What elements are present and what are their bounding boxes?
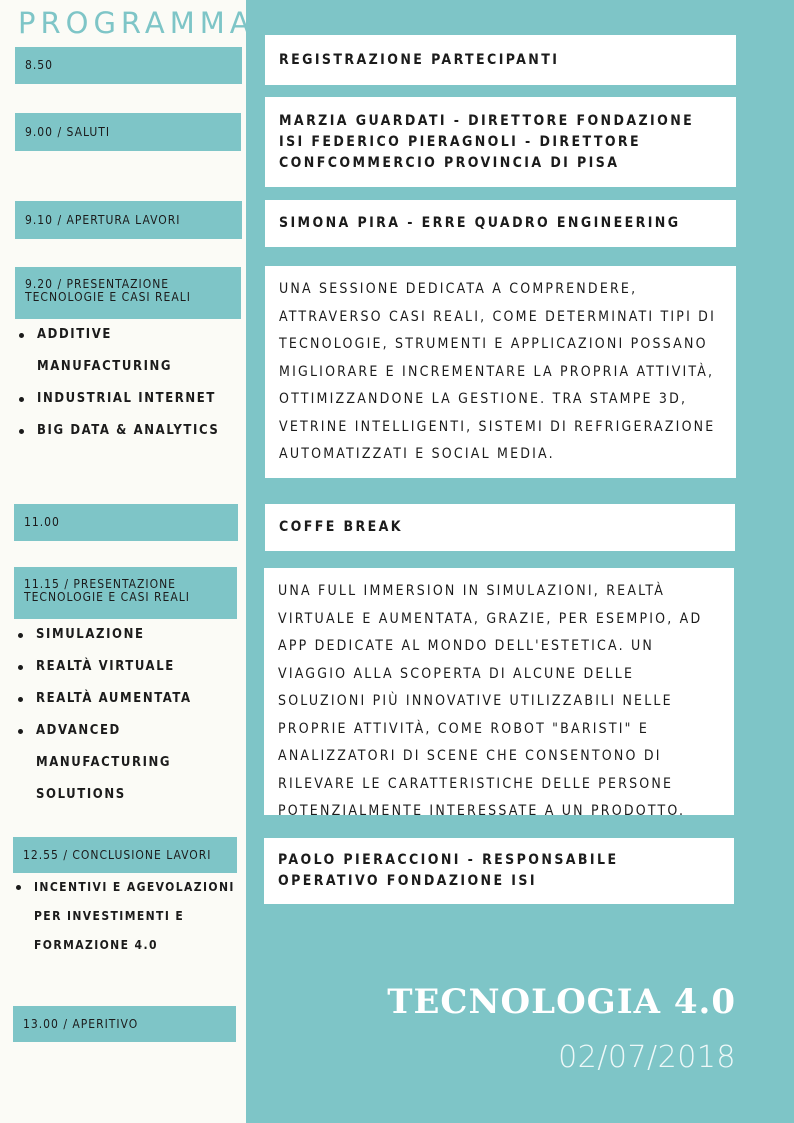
list-item: REALTÀ AUMENTATA [14, 683, 219, 715]
brand-title: TECNOLOGIA 4.0 [387, 982, 736, 1022]
list-item: SIMULAZIONE [14, 619, 219, 651]
list-item: INDUSTRIAL INTERNET [15, 383, 243, 415]
event-card: PAOLO PIERACCIONI - RESPONSABILE OPERATIVO FONDAZIONE ISI [264, 838, 734, 904]
event-date: 02/07/2018 [558, 1040, 736, 1075]
time-box: 11.00 [14, 504, 238, 541]
time-box: 8.50 [15, 47, 242, 84]
topic-list [15, 319, 243, 447]
time-box: 9.10 / APERTURA LAVORI [15, 201, 242, 239]
event-card: COFFE BREAK [265, 504, 735, 551]
list-item: REALTÀ VIRTUALE [14, 651, 219, 683]
list-item: INCENTIVI E AGEVOLAZIONI PER INVESTIMENTI E FORMAZIONE 4.0 [14, 873, 239, 960]
topic-list [14, 619, 219, 811]
list-item: ADDITIVE MANUFACTURING [15, 319, 243, 383]
event-card: MARZIA GUARDATI - DIRETTORE FONDAZIONE ISI FEDERICO PIERAGNOLI - DIRETTORE CONFCOMMERCIO PROVINCIA DI PISA [265, 97, 736, 187]
page-title: PROGRAMMA [18, 6, 255, 40]
list-item: BIG DATA & ANALYTICS [15, 415, 243, 447]
event-description-card: UNA SESSIONE DEDICATA A COMPRENDERE, ATTRAVERSO CASI REALI, COME DETERMINATI TIPI DI TECNOLOGIE, STRUMENTI E APPLICAZIONI POSSANO MIGLIORARE E INCREMENTARE LA PROPRIA ATTIVITÀ, OTTIMIZZANDONE LA GESTIONE. TRA STAMPE 3D, VETRINE INTELLIGENTI, SISTEMI DI REFRIGERAZIONE AUTOMATIZZATI E SOCIAL MEDIA. [265, 266, 736, 478]
time-box: 12.55 / CONCLUSIONE LAVORI [13, 837, 237, 873]
event-card: REGISTRAZIONE PARTECIPANTI [265, 35, 736, 85]
event-description-card: UNA FULL IMMERSION IN SIMULAZIONI, REALTÀ VIRTUALE E AUMENTATA, GRAZIE, PER ESEMPIO, AD APP DEDICATE AL MONDO DELL'ESTETICA. UN VIAGGIO ALLA SCOPERTA DI ALCUNE DELLE SOLUZIONI PIÙ INNOVATIVE UTILIZZABILI NELLE PROPRIE ATTIVITÀ, COME ROBOT "BARISTI" E ANALIZZATORI DI SCENE CHE CONSENTONO DI RILEVARE LE CARATTERISTICHE DELLE PERSONE POTENZIALMENTE INTERESSATE A UN PRODOTTO. [264, 568, 734, 815]
time-box: 9.20 / PRESENTAZIONE TECNOLOGIE E CASI REALI [15, 267, 241, 319]
time-box: 13.00 / APERITIVO [13, 1006, 236, 1042]
event-card: SIMONA PIRA - ERRE QUADRO ENGINEERING [265, 200, 736, 247]
topic-list [14, 873, 239, 960]
time-box: 11.15 / PRESENTAZIONE TECNOLOGIE E CASI REALI [14, 567, 237, 619]
time-box: 9.00 / SALUTI [15, 113, 241, 151]
list-item: ADVANCED MANUFACTURING SOLUTIONS [14, 715, 219, 811]
